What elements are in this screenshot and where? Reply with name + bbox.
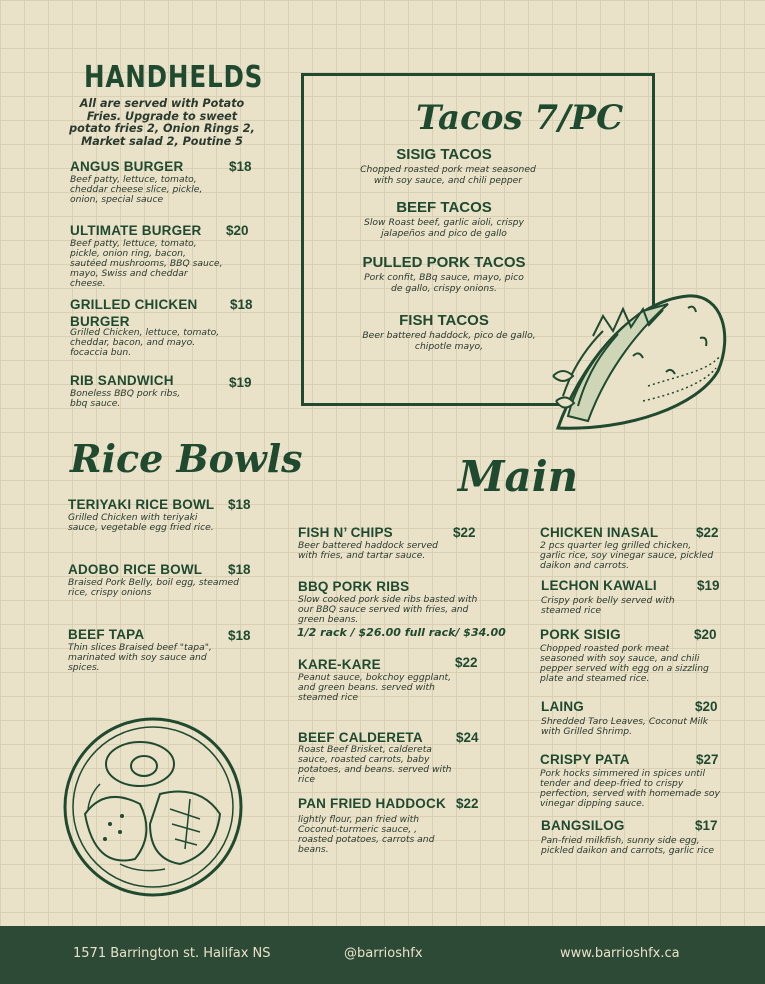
menu-item-desc: Crispy pork belly served with steamed rice — [541, 595, 675, 616]
menu-item-name: ADOBO RICE BOWL — [68, 562, 203, 577]
rice-bowls-title: Rice Bowls — [70, 436, 303, 481]
main-title: Main — [458, 452, 579, 501]
menu-item-name: CRISPY PATA — [540, 752, 630, 767]
menu-item-desc: Thin slices Braised beef "tapa", marinated with soy sauce and spices. — [68, 642, 212, 673]
menu-item-name: RIB SANDWICH — [70, 373, 174, 388]
menu-item-desc: Beef patty, lettuce, tomato, cheddar cheese slice, pickle, onion, special sauce — [70, 174, 203, 205]
menu-item-desc: Roast Beef Brisket, caldereta sauce, roasted carrots, baby potatoes, and beans. served with rice — [298, 744, 452, 785]
menu-item-price: $19 — [229, 375, 252, 390]
rice-bowl-illustration — [60, 714, 246, 900]
footer-bar — [0, 926, 765, 984]
menu-item-name: TERIYAKI RICE BOWL — [68, 497, 215, 512]
menu-item-name: PORK SISIG — [540, 627, 621, 642]
menu-item-name: BBQ PORK RIBS — [298, 579, 410, 594]
menu-item-desc: Beef patty, lettuce, tomato, pickle, onion ring, bacon, sautéed mushrooms, BBQ sauce, mayo, Swiss and cheddar cheese. — [70, 238, 223, 289]
menu-item-price: $20 — [694, 627, 717, 642]
menu-item-desc: Grilled Chicken, lettuce, tomato, cheddar, bacon, and mayo. focaccia bun. — [70, 327, 220, 358]
menu-item-desc: Boneless BBQ pork ribs, bbq sauce. — [70, 388, 181, 409]
ribs-price-options: 1/2 rack / $26.00 full rack/ $34.00 — [297, 626, 506, 639]
menu-item-name: ANGUS BURGER — [70, 159, 184, 174]
menu-item-price: $18 — [229, 159, 252, 174]
handhelds-note: All are served with Potato Fries. Upgrade to sweet potato fries 2, Onion Rings 2, Market salad 2, Poutine 5 — [69, 97, 255, 148]
menu-item-name: FISH N’ CHIPS — [298, 525, 393, 540]
menu-item-price: $22 — [453, 525, 476, 540]
handhelds-title: HANDHELDS — [84, 60, 264, 95]
footer-website-link[interactable]: www.barrioshfx.ca — [560, 946, 680, 961]
menu-item-name: BEEF CALDERETA — [298, 730, 423, 745]
menu-item-price: $20 — [695, 699, 718, 714]
menu-item-desc: Pork hocks simmered in spices until tender and deep-fried to crispy perfection, served with homemade soy vinegar dipping sauce. — [540, 768, 720, 809]
menu-item-price: $22 — [456, 796, 479, 811]
menu-item-desc: 2 pcs quarter leg grilled chicken, garlic rice, soy vinegar sauce, pickled daikon and carrots. — [540, 540, 714, 571]
taco-desc: Slow Roast beef, garlic aioli, crispy jalapeños and pico de gallo — [364, 217, 524, 239]
menu-item-name: ULTIMATE BURGER — [70, 223, 202, 238]
taco-desc: Beer battered haddock, pico de gallo, chipotle mayo, — [362, 330, 536, 352]
menu-item-price: $22 — [696, 525, 719, 540]
taco-name: SISIG TACOS — [396, 146, 492, 163]
menu-item-name: KARE-KARE — [298, 657, 381, 672]
menu-item-price: $20 — [226, 223, 249, 238]
menu-item-price: $19 — [697, 578, 720, 593]
footer-address: 1571 Barrington st. Halifax NS — [73, 946, 271, 961]
menu-item-desc: Braised Pork Belly, boil egg, steamed rice, crispy onions — [68, 577, 239, 598]
menu-item-desc: Grilled Chicken with teriyaki sauce, vegetable egg fried rice. — [68, 512, 214, 533]
taco-name: PULLED PORK TACOS — [362, 254, 526, 271]
menu-item-price: $18 — [228, 497, 251, 512]
menu-item-name: LECHON KAWALI — [541, 578, 657, 593]
footer-social-handle[interactable]: @barrioshfx — [344, 946, 423, 961]
menu-item-desc: Slow cooked pork side ribs basted with our BBQ sauce served with fries, and green beans. — [298, 594, 478, 625]
menu-item-name: PAN FRIED HADDOCK — [298, 796, 446, 811]
menu-item-price: $24 — [456, 730, 479, 745]
menu-item-desc: Chopped roasted pork meat seasoned with soy sauce, and chili pepper served with egg on a sizzling plate and steamed rice. — [540, 643, 709, 684]
menu-item-desc: Pan-fried milkfish, sunny side egg, pickled daikon and carrots, garlic rice — [541, 835, 715, 856]
menu-item-desc: Peanut sauce, bokchoy eggplant, and green beans. served with steamed rice — [298, 672, 452, 703]
menu-item-name: CHICKEN INASAL — [540, 525, 659, 540]
menu-item-desc: Beer battered haddock served with fries, and tartar sauce. — [298, 540, 438, 561]
taco-name: FISH TACOS — [399, 312, 489, 329]
menu-item-name: LAING — [541, 699, 584, 714]
menu-item-price: $18 — [228, 628, 251, 643]
menu-item-name: BEEF TAPA — [68, 627, 145, 642]
menu-item-price: $18 — [230, 297, 253, 312]
menu-item-price: $27 — [696, 752, 719, 767]
menu-item-price: $22 — [455, 655, 478, 670]
taco-illustration — [548, 276, 734, 442]
taco-desc: Chopped roasted pork meat seasoned with soy sauce, and chili pepper — [360, 164, 536, 186]
menu-item-price: $17 — [695, 818, 718, 833]
menu-item-desc: lightly flour, pan fried with Coconut-turmeric sauce, , roasted potatoes, carrots and beans. — [298, 814, 435, 855]
menu-item-name: BANGSILOG — [541, 818, 625, 833]
menu-item-desc: Shredded Taro Leaves, Coconut Milk with Grilled Shrimp. — [541, 716, 709, 737]
taco-name: BEEF TACOS — [396, 199, 492, 216]
menu-item-price: $18 — [228, 562, 251, 577]
tacos-title: Tacos 7/PC — [416, 98, 624, 138]
menu-item-name: GRILLED CHICKEN BURGER — [70, 297, 198, 329]
taco-desc: Pork confit, BBq sauce, mayo, pico de gallo, crispy onions. — [364, 272, 524, 294]
